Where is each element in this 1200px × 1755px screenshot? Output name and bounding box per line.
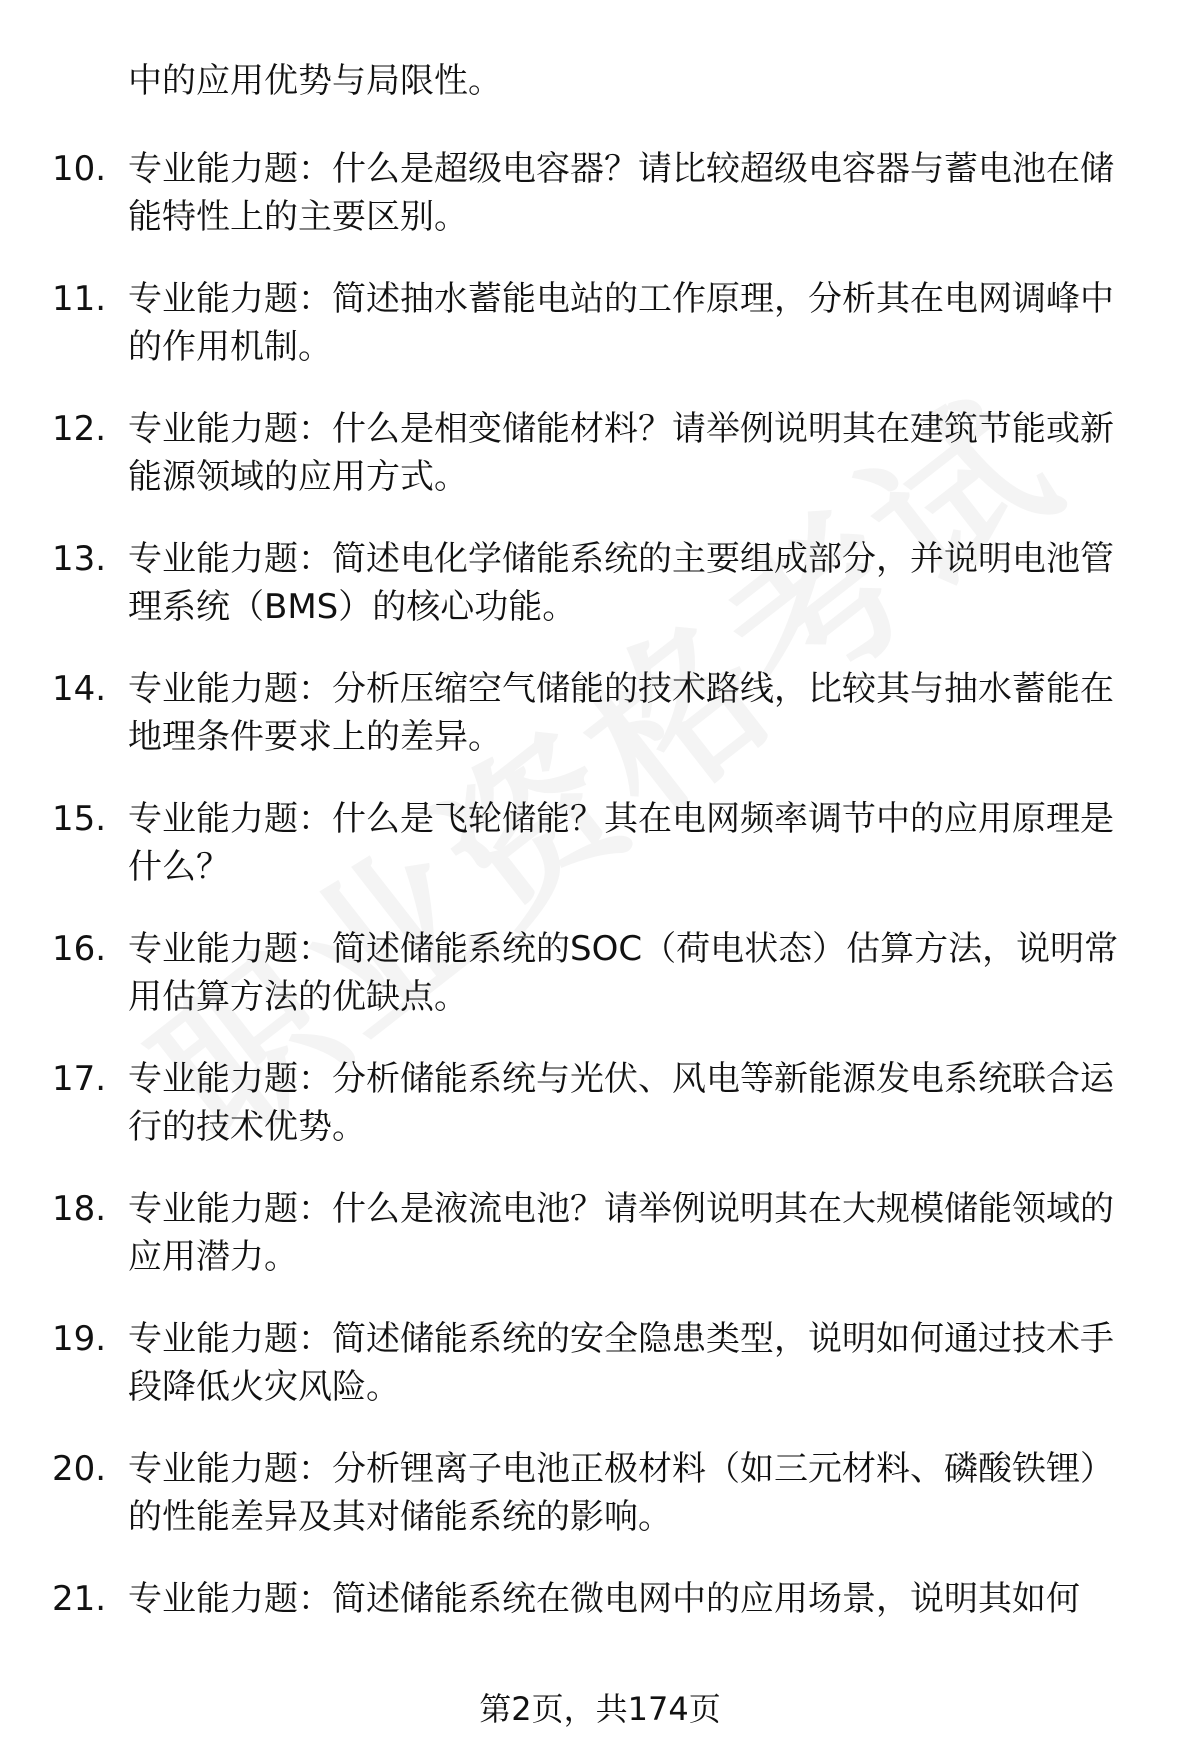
question-item (0, 1445, 1200, 1575)
question-text: 专业能力题：简述电化学储能系统的主要组成部分，并说明电池管理系统（BMS）的核心功能。 (128, 539, 1114, 627)
question-number: 19. (52, 1319, 107, 1359)
continuation-text: 中的应用优势与局限性。 (128, 61, 502, 101)
question-number: 10. (52, 149, 107, 189)
question-item (0, 925, 1200, 1055)
question-item (0, 1315, 1200, 1445)
question-number: 15. (52, 799, 107, 839)
question-item (0, 1055, 1200, 1185)
question-item (0, 275, 1200, 405)
question-text: 专业能力题：什么是飞轮储能？其在电网频率调节中的应用原理是什么？ (128, 799, 1114, 887)
question-number: 13. (52, 539, 107, 579)
question-text: 专业能力题：简述储能系统的SOC（荷电状态）估算方法，说明常用估算方法的优缺点。 (128, 929, 1119, 1017)
question-text: 专业能力题：简述储能系统的安全隐患类型，说明如何通过技术手段降低火灾风险。 (128, 1319, 1114, 1407)
question-text: 专业能力题：简述储能系统在微电网中的应用场景，说明其如何 (128, 1579, 1080, 1619)
question-number: 11. (52, 279, 107, 319)
page-footer: 第2页，共174页 (479, 1690, 721, 1728)
question-number: 17. (52, 1059, 107, 1099)
question-list (0, 145, 1200, 1705)
question-item (0, 1575, 1200, 1705)
question-item (0, 535, 1200, 665)
question-item (0, 405, 1200, 535)
question-text: 专业能力题：分析锂离子电池正极材料（如三元材料、磷酸铁锂）的性能差异及其对储能系统的影响。 (128, 1449, 1114, 1537)
question-item (0, 795, 1200, 925)
question-item (0, 665, 1200, 795)
question-text: 专业能力题：简述抽水蓄能电站的工作原理，分析其在电网调峰中的作用机制。 (128, 279, 1114, 367)
question-text: 专业能力题：什么是液流电池？请举例说明其在大规模储能领域的应用潜力。 (128, 1189, 1114, 1277)
question-item (0, 1185, 1200, 1315)
question-number: 18. (52, 1189, 107, 1229)
question-number: 12. (52, 409, 107, 449)
question-text: 专业能力题：什么是超级电容器？请比较超级电容器与蓄电池在储能特性上的主要区别。 (128, 149, 1114, 237)
question-item (0, 145, 1200, 275)
question-number: 21. (52, 1579, 107, 1619)
question-text: 专业能力题：什么是相变储能材料？请举例说明其在建筑节能或新能源领域的应用方式。 (128, 409, 1114, 497)
question-number: 20. (52, 1449, 107, 1489)
question-text: 专业能力题：分析储能系统与光伏、风电等新能源发电系统联合运行的技术优势。 (128, 1059, 1114, 1147)
question-number: 16. (52, 929, 107, 969)
question-text: 专业能力题：分析压缩空气储能的技术路线，比较其与抽水蓄能在地理条件要求上的差异。 (128, 669, 1114, 757)
question-number: 14. (52, 669, 107, 709)
